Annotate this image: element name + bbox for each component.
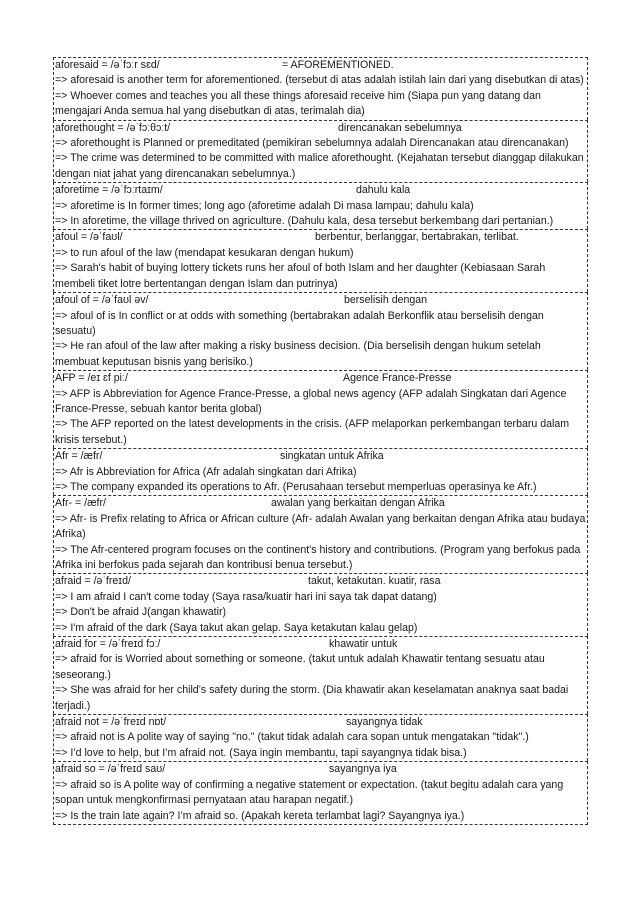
entry-example: => The Afr-centered program focuses on the continent's history and contributions. (Program yang berfokus pada Afrika ini berfokus pada sejarah dan kontribusi benua tersebut.) — [55, 543, 581, 571]
entry-example: => afraid for is Worried about something or someone. (takut untuk adalah Khawatir tentang sesuatu atau seseorang.) — [55, 653, 545, 681]
entry-term: Afr- = /æfr/ — [55, 497, 106, 510]
entry-term: Afr = /æfr/ — [55, 450, 103, 463]
dictionary-entry — [53, 57, 588, 120]
entry-meaning: berselisih dengan — [344, 294, 428, 307]
entry-term: aforesaid = /əˈfɔːr sɛd/ — [55, 59, 160, 71]
entry-example: => AFP is Abbreviation for Agence France-Presse, a global news agency (AFP adalah Singkatan dari Agence France-Presse, sebuah kantor berita global) — [55, 387, 567, 415]
entry-term: afraid = /əˈfreɪd/ — [55, 575, 131, 588]
entry-example: => to run afoul of the law (mendapat kesukaran dengan hukum) — [55, 246, 354, 259]
entry-meaning: dahulu kala — [356, 184, 411, 197]
dictionary-entry — [53, 448, 588, 495]
entry-headword-line — [55, 637, 586, 652]
dictionary-page — [53, 57, 588, 825]
entry-meaning: sayangnya tidak — [346, 716, 423, 729]
entry-example: => He ran afoul of the law after making a risky business decision. (Dia berselisih dengan hukum setelah membuat keputusan bisnis yang berisiko.) — [55, 340, 541, 368]
entry-headword-line — [55, 293, 586, 308]
dictionary-entry — [53, 636, 588, 714]
entry-example: => Sarah's habit of buying lottery tickets runs her afoul of both Islam and her daughter (Kebiasaan Sarah membeli tiket lotre bertentangan dengan Islam dan putrinya) — [55, 262, 546, 290]
entry-headword-line — [55, 230, 586, 245]
dictionary-entry — [53, 573, 588, 636]
entry-example: => Don't be afraid J(angan khawatir) — [55, 606, 227, 619]
entry-example: => aforethought is Planned or premeditated (pemikiran sebelumnya adalah Direncanakan atau direncanakan) — [55, 137, 569, 150]
dictionary-entry — [53, 714, 588, 761]
entry-headword-line — [55, 449, 586, 464]
entry-example: => She was afraid for her child’s safety during the storm. (Dia khawatir akan keselamatan anaknya saat badai terjadi.) — [55, 684, 569, 712]
entry-example: => The company expanded its operations to Afr. (Perusahaan tersebut memperluas operasinya ke Afr.) — [55, 480, 537, 493]
entry-headword-line — [55, 496, 586, 511]
entry-term: AFP = /eɪ ɛf piː/ — [55, 372, 128, 385]
dictionary-entry — [53, 229, 588, 292]
entry-term: afraid for = /əˈfreɪd fɔː/ — [55, 638, 161, 651]
entry-headword-line — [55, 183, 586, 198]
entry-example: => aforesaid is another term for aforementioned. (tersebut di atas adalah istilah lain dari yang disebutkan di atas) — [55, 74, 584, 87]
dictionary-entry — [53, 120, 588, 183]
entry-example: => afoul of is In conflict or at odds with something (bertabrakan adalah Berkonflik atau berselisih dengan sesuatu) — [55, 309, 544, 337]
entry-example: => afraid so is A polite way of confirming a negative statement or expectation. (takut begitu adalah cara yang sopan untuk mengkonfirmasi pernyataan atau harapan negatif.) — [55, 778, 564, 807]
entry-example: => I’d love to help, but I’m afraid not. (Saya ingin membantu, tapi sayangnya tidak bisa.) — [55, 746, 467, 759]
entry-example: => aforetime is In former times; long ago (aforetime adalah Di masa lampau; dahulu kala) — [55, 199, 474, 212]
dictionary-entry — [53, 370, 588, 448]
dictionary-entry — [53, 495, 588, 573]
entry-term: afoul of = /əˈfaʊl əv/ — [55, 294, 149, 307]
dictionary-entry — [53, 761, 588, 825]
entry-example: => The crime was determined to be committed with malice aforethought. (Kejahatan tersebut dianggap dilakukan dengan niat jahat yang direncanakan sebelumnya.) — [55, 152, 584, 180]
entry-headword-line — [55, 715, 586, 730]
entry-example: => Afr- is Prefix relating to Africa or African culture (Afr- adalah Awalan yang berkaitan dengan Afrika atau budaya Afrika) — [55, 512, 586, 541]
entry-term: aforethought = /əˈfɔːθɔːt/ — [55, 121, 171, 134]
dictionary-entry — [53, 182, 588, 229]
entry-term: afraid so = /əˈfreɪd saʊ/ — [55, 763, 166, 776]
entry-term: aforetime = /əˈfɔːrtaɪm/ — [55, 184, 163, 197]
entry-headword-line — [55, 762, 586, 777]
entry-term: afraid not = /əˈfreɪd nɒt/ — [55, 716, 167, 729]
entry-term: afoul = /əˈfaʊl/ — [55, 231, 123, 244]
entry-meaning: takut, ketakutan. kuatir, rasa — [308, 575, 441, 588]
entry-headword-line — [55, 371, 586, 386]
entry-example: => I am afraid I can't come today (Saya rasa/kuatir hari ini saya tak dapat datang) — [55, 590, 437, 603]
entry-headword-line — [55, 574, 586, 589]
entry-example: => afraid not is A polite way of saying "no." (takut tidak adalah cara sopan untuk mengatakan "tidak".) — [55, 731, 529, 744]
entry-meaning: awalan yang berkaitan dengan Afrika — [271, 497, 445, 510]
entry-example: => Whoever comes and teaches you all these things aforesaid receive him (Siapa pun yang datang dan mengajari Anda semua hal yang disebutkan di atas, terimalah dia) — [55, 89, 541, 118]
entry-meaning: Agence France-Presse — [343, 372, 452, 385]
entry-meaning: = AFOREMENTIONED. — [282, 59, 394, 71]
entry-example: => I'm afraid of the dark (Saya takut akan gelap. Saya ketakutan kalau gelap) — [55, 621, 418, 634]
entry-meaning: khawatir untuk — [329, 638, 398, 651]
entry-meaning: berbentur, berlanggar, bertabrakan, terlibat. — [315, 231, 519, 244]
entry-meaning: sayangnya iya — [329, 763, 397, 776]
dictionary-entry — [53, 292, 588, 370]
entry-meaning: direncanakan sebelumnya — [338, 121, 462, 134]
entry-example: => Is the train late again? I’m afraid so. (Apakah kereta terlambat lagi? Sayangnya iya.) — [55, 809, 465, 822]
entry-meaning: singkatan untuk Afrika — [280, 450, 384, 463]
entry-example: => Afr is Abbreviation for Africa (Afr adalah singkatan dari Afrika) — [55, 465, 357, 478]
entry-example: => In aforetime, the village thrived on agriculture. (Dahulu kala, desa tersebut berkembang dari pertanian.) — [55, 215, 554, 228]
entry-headword-line — [55, 121, 586, 136]
entry-example: => The AFP reported on the latest developments in the crisis. (AFP melaporkan perkembangan terbaru dalam krisis tersebut.) — [55, 418, 570, 446]
entry-headword-line — [55, 58, 586, 73]
